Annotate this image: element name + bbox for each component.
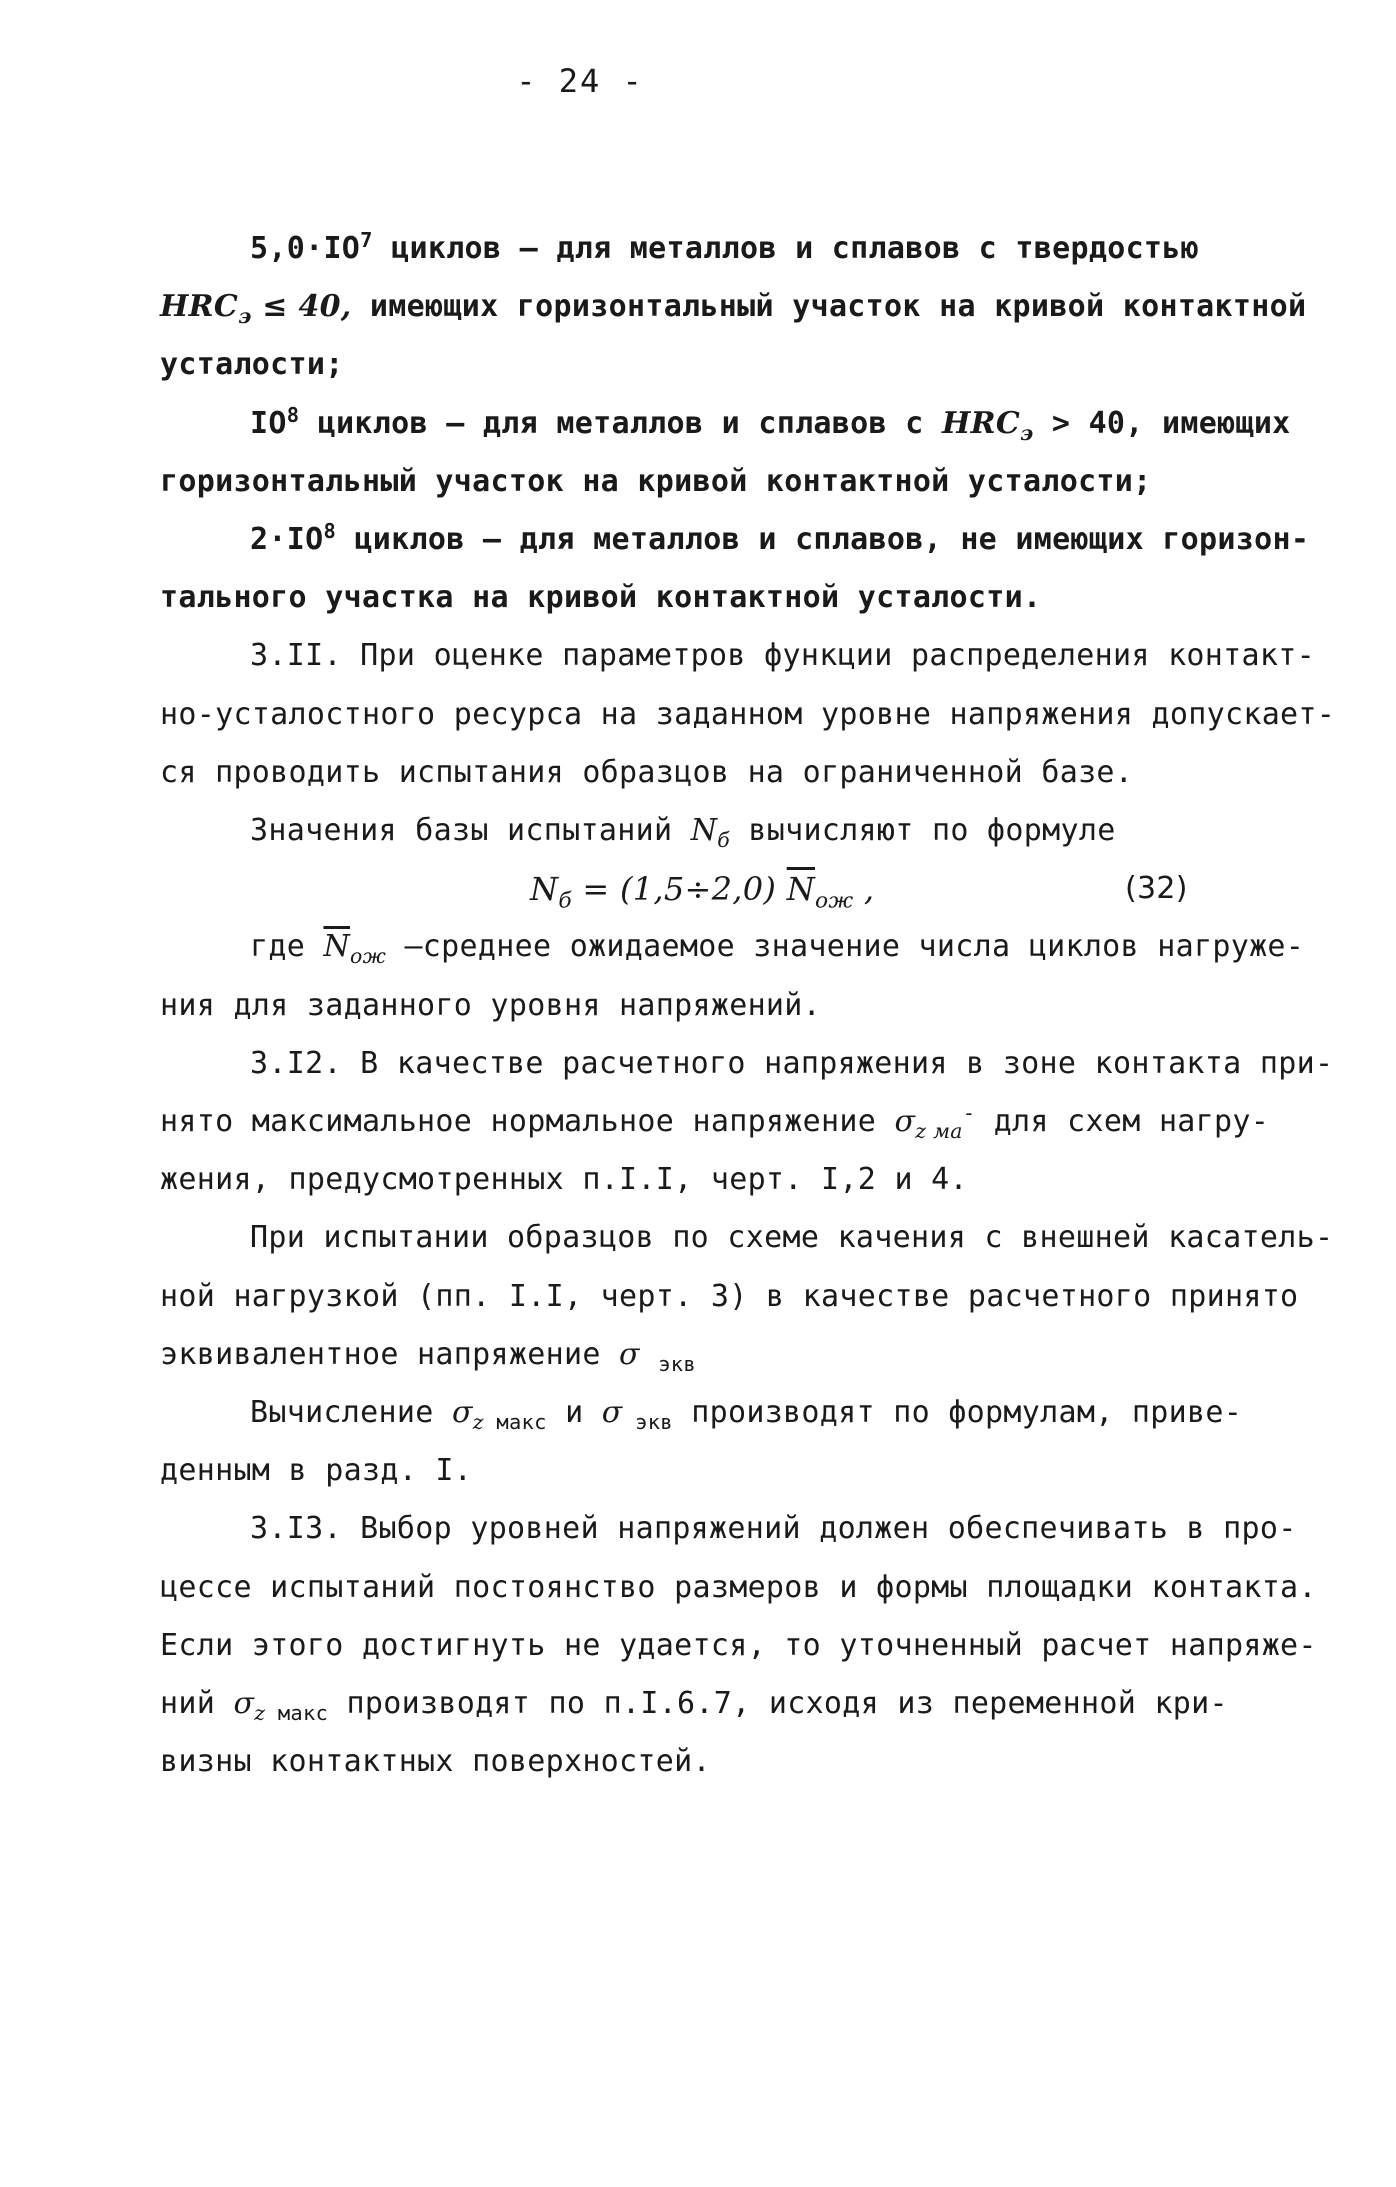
text-line-m1: где $\overline{N}_{ож}$ –среднее ожидаемое значение числа циклов нагруже- bbox=[250, 929, 1305, 969]
body-text bbox=[160, 220, 1336, 1791]
formula-expression: $N_б = (1,5\div 2,0)$ $\overline{N}_{ож}$ , bbox=[530, 870, 875, 914]
text-line-l6: $2\cdot IO^8$ циклов – для металлов и сплавов, не имеющих горизон- bbox=[250, 518, 1310, 558]
text-line-m15: визны контактных поверхностей. bbox=[160, 1744, 711, 1780]
formula-number: (32) bbox=[1125, 871, 1188, 907]
text-line-m14: ний $\sigma_z$ $_{макс}$ производят по п.I.6.7, исходя из переменной кри- bbox=[160, 1686, 1228, 1726]
text-line-l9: но-усталостного ресурса на заданном уровне напряжения допускает- bbox=[160, 696, 1336, 732]
text-line-m2: ния для заданного уровня напряжений. bbox=[160, 987, 822, 1023]
text-line-m11: 3.I3. Выбор уровней напряжений должен обеспечивать в про- bbox=[250, 1511, 1297, 1547]
text-line-m13: Если этого достигнуть не удается, то уточненный расчет напряже- bbox=[160, 1627, 1317, 1663]
text-line-m3: 3.I2. В качестве расчетного напряжения в зоне контакта при- bbox=[250, 1045, 1334, 1081]
text-line-m7: ной нагрузкой (пп. I.I, черт. 3) в качестве расчетного принято bbox=[160, 1278, 1299, 1314]
text-block-2 bbox=[160, 918, 1334, 1791]
text-line-l11: Значения базы испытаний $N_б$ вычисляют по формуле bbox=[250, 813, 1116, 853]
page-number: - 24 - bbox=[516, 62, 644, 100]
text-line-l8: 3.II. При оценке параметров функции распределения контакт- bbox=[250, 638, 1315, 674]
text-line-m8: эквивалентное напряжение σ $_{экв}$ bbox=[160, 1336, 696, 1376]
text-line-l3: усталости; bbox=[160, 347, 344, 383]
text-line-l2: $HRC_э \le 40$, имеющих горизонтальный участок на кривой контактной bbox=[160, 289, 1307, 329]
formula-32 bbox=[160, 860, 1310, 918]
text-line-m10: денным в разд. I. bbox=[160, 1453, 473, 1489]
text-line-m12: цессе испытаний постоянство размеров и формы площадки контакта. bbox=[160, 1569, 1317, 1605]
text-line-m4: нято максимальное нормальное напряжение $\sigma_{z ма}^-$ для схем нагру- bbox=[160, 1100, 1270, 1144]
text-line-m9: Вычисление $\sigma_z$ $_{макс}$ и σ $_{экв}$ производят по формулам, приве- bbox=[250, 1395, 1243, 1435]
text-line-m5: жения, предусмотренных п.I.I, черт. I,2 и 4. bbox=[160, 1162, 968, 1198]
text-line-l10: ся проводить испытания образцов на ограниченной базе. bbox=[160, 754, 1134, 790]
text-block-1 bbox=[160, 220, 1336, 860]
text-line-l5: горизонтальный участок на кривой контактной усталости; bbox=[160, 463, 1152, 499]
text-line-l1: $5,0\cdot IO^7$ циклов – для металлов и сплавов с твердостью bbox=[250, 227, 1200, 266]
text-line-m6: При испытании образцов по схеме качения с внешней касатель- bbox=[250, 1220, 1334, 1256]
text-line-l7: тального участка на кривой контактной усталости. bbox=[160, 580, 1042, 616]
text-line-l4: $IO^8$ циклов – для металлов и сплавов с $HRC_э > 40$, имеющих bbox=[250, 402, 1291, 445]
